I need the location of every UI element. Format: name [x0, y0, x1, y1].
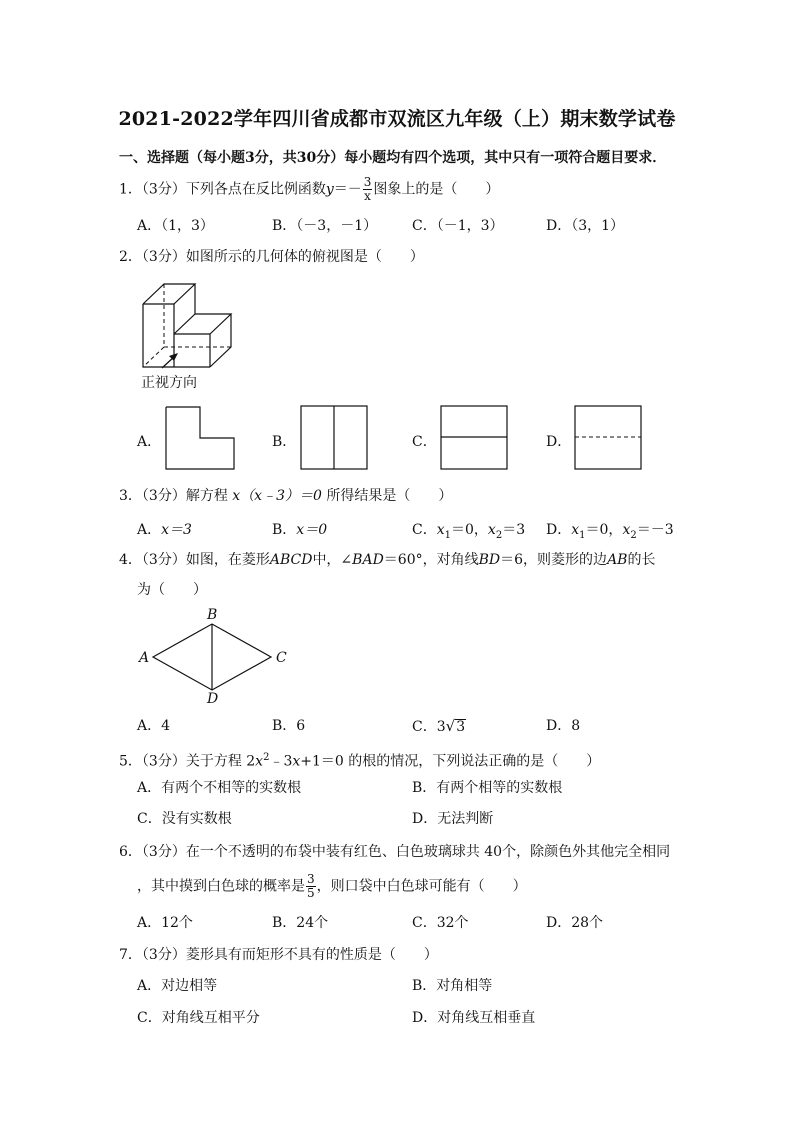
q5-option-a[interactable]: A．有两个不相等的实数根	[137, 780, 302, 796]
q7-option-a[interactable]: A．对边相等	[137, 978, 218, 994]
q3-opt-b-text: x＝0	[296, 522, 328, 538]
q2-option-d-figure[interactable]	[575, 406, 645, 470]
q3-opt-c-v1: ＝0，	[451, 522, 488, 538]
q6-frac-den: 5	[307, 886, 315, 900]
q1-stem-a: 1．（3分）下列各点在反比例函数	[119, 181, 326, 198]
q4-stem-c: ＝60°，对角线	[383, 552, 479, 568]
q4-vertex-b: B	[207, 607, 218, 623]
q2-option-c-label[interactable]: C．	[412, 434, 437, 450]
q3-opt-d-x1: x	[571, 522, 580, 538]
q3-opt-a-text: x＝3	[161, 522, 192, 538]
q4-vertex-a: A	[139, 650, 150, 666]
q4-option-c[interactable]	[412, 716, 466, 737]
section-heading: 一、选择题（每小题3分，共30分）每小题均有四个选项，其中只有一项符合题目要求．	[119, 150, 667, 166]
q5-option-d[interactable]: D．无法判断	[412, 811, 494, 827]
q1-eq: ＝－	[333, 181, 362, 198]
question-6-line2	[137, 873, 527, 900]
q1-option-d[interactable]: D．（3，1）	[546, 218, 625, 234]
q2-option-c-figure[interactable]	[441, 406, 511, 470]
question-5	[119, 748, 600, 772]
q1-stem-b: 图象上的是（ ）	[373, 181, 500, 198]
q3-option-d[interactable]	[546, 520, 674, 546]
q4-bd: BD	[478, 552, 501, 568]
q4-ab: AB	[607, 552, 628, 568]
q5-stem-a: 5．（3分）关于方程 2	[119, 753, 256, 770]
q7-option-b[interactable]: B．对角相等	[412, 978, 493, 994]
q6-stem-b: ，则口袋中白色球可能有（ ）	[316, 878, 527, 895]
q1-frac-den: x	[364, 189, 371, 203]
q1-option-a[interactable]: A．（1，3）	[137, 218, 214, 234]
q4-stem-a: 4．（3分）如图，在菱形	[119, 552, 270, 568]
question-1	[119, 176, 499, 203]
q4-stem-e: 的长	[627, 552, 656, 568]
q3-opt-d-label: D．	[546, 522, 572, 538]
question-3	[119, 486, 452, 506]
question-4	[119, 550, 655, 570]
q4-bad: BAD	[352, 552, 384, 568]
q3-opt-d-s2: 2	[630, 529, 637, 541]
q3-option-c[interactable]	[412, 520, 525, 546]
q2-option-d-label[interactable]: D．	[546, 434, 572, 450]
q6-stem-a: ，其中摸到白色球的概率是	[137, 878, 305, 895]
q5-option-c[interactable]: C．没有实数根	[137, 811, 232, 827]
question-4-line2: 为（ ）	[137, 582, 207, 598]
q4-opt-c-label: C．3	[412, 719, 446, 735]
page-title: 2021-2022学年四川省成都市双流区九年级（上）期末数学试卷	[118, 108, 676, 130]
q6-frac-num: 3	[307, 872, 315, 886]
q3-option-b[interactable]	[272, 520, 327, 540]
q3-opt-c-v2: ＝3	[502, 522, 526, 538]
q2-option-b-label[interactable]: B．	[272, 434, 297, 450]
q4-stem-d: ＝6，则菱形的边	[500, 552, 608, 568]
q4-option-a[interactable]: A．4	[137, 718, 171, 734]
q1-var-y: y	[325, 181, 334, 198]
q5-stem-b: ﹣3	[269, 753, 293, 770]
q3-opt-d-x2: x	[622, 522, 631, 538]
q7-option-c[interactable]: C．对角线互相平分	[137, 1010, 260, 1026]
question-6: 6．（3分）在一个不透明的布袋中装有红色、白色玻璃球共 40个，除颜色外其他完全相同	[119, 844, 671, 860]
q1-option-b[interactable]: B．（－3，－1）	[272, 218, 378, 234]
q4-option-b[interactable]: B．6	[272, 718, 306, 734]
question-7: 7．（3分）菱形具有而矩形不具有的性质是（ ）	[119, 947, 438, 963]
q3-stem-a: 3．（3分）解方程	[119, 488, 228, 504]
q5-x2: x	[292, 753, 301, 770]
q2-option-b-figure[interactable]	[301, 406, 371, 470]
q1-fraction	[363, 176, 373, 203]
q4-stem-b: 中，∠	[312, 552, 353, 568]
q3-opt-d-v1: ＝0，	[585, 522, 623, 538]
q3-equation: x（x﹣3）＝0	[232, 488, 322, 504]
q3-stem-b: 所得结果是（ ）	[326, 488, 453, 504]
q6-option-d[interactable]: D．28个	[546, 915, 604, 931]
q3-opt-c-x2: x	[487, 522, 496, 538]
q3-option-a[interactable]	[137, 520, 192, 540]
q5-option-b[interactable]: B．有两个相等的实数根	[412, 780, 563, 796]
q3-opt-c-label: C．	[412, 522, 437, 538]
q3-opt-a-label: A．	[137, 522, 162, 538]
q3-opt-d-s1: 1	[579, 529, 586, 541]
q4-vertex-c: C	[276, 650, 287, 666]
q4-rhombus-figure	[150, 623, 280, 693]
q5-x: x	[255, 753, 264, 770]
q3-opt-b-label: B．	[272, 522, 297, 538]
q2-figure-caption: 正视方向	[141, 375, 197, 391]
q2-option-a-label[interactable]: A．	[137, 434, 162, 450]
q4-opt-c-root: 3	[456, 719, 466, 735]
q2-option-a-figure[interactable]	[166, 407, 236, 469]
q6-option-c[interactable]: C．32个	[412, 915, 469, 931]
q2-solid-figure	[140, 282, 240, 372]
q3-opt-d-v2: ＝－3	[636, 522, 674, 538]
q5-stem-c: +1＝0 的根的情况，下列说法正确的是（ ）	[300, 753, 601, 770]
q4-abcd: ABCD	[269, 552, 313, 568]
q5-sup: 2	[263, 752, 270, 763]
q1-option-c[interactable]: C．（－1，3）	[412, 218, 504, 234]
q6-option-b[interactable]: B．24个	[272, 915, 329, 931]
q4-vertex-d: D	[207, 691, 219, 707]
sqrt-icon: √	[445, 717, 456, 735]
q6-option-a[interactable]: A．12个	[137, 915, 193, 931]
q1-frac-num: 3	[363, 175, 372, 189]
q7-option-d[interactable]: D．对角线互相垂直	[412, 1010, 536, 1026]
question-2: 2．（3分）如图所示的几何体的俯视图是（ ）	[119, 249, 424, 265]
q3-opt-c-s2: 2	[495, 529, 503, 541]
q3-opt-c-s1: 1	[444, 529, 451, 541]
q6-fraction	[306, 873, 316, 900]
q4-option-d[interactable]: D．8	[546, 718, 581, 734]
q3-opt-c-x1: x	[436, 522, 445, 538]
